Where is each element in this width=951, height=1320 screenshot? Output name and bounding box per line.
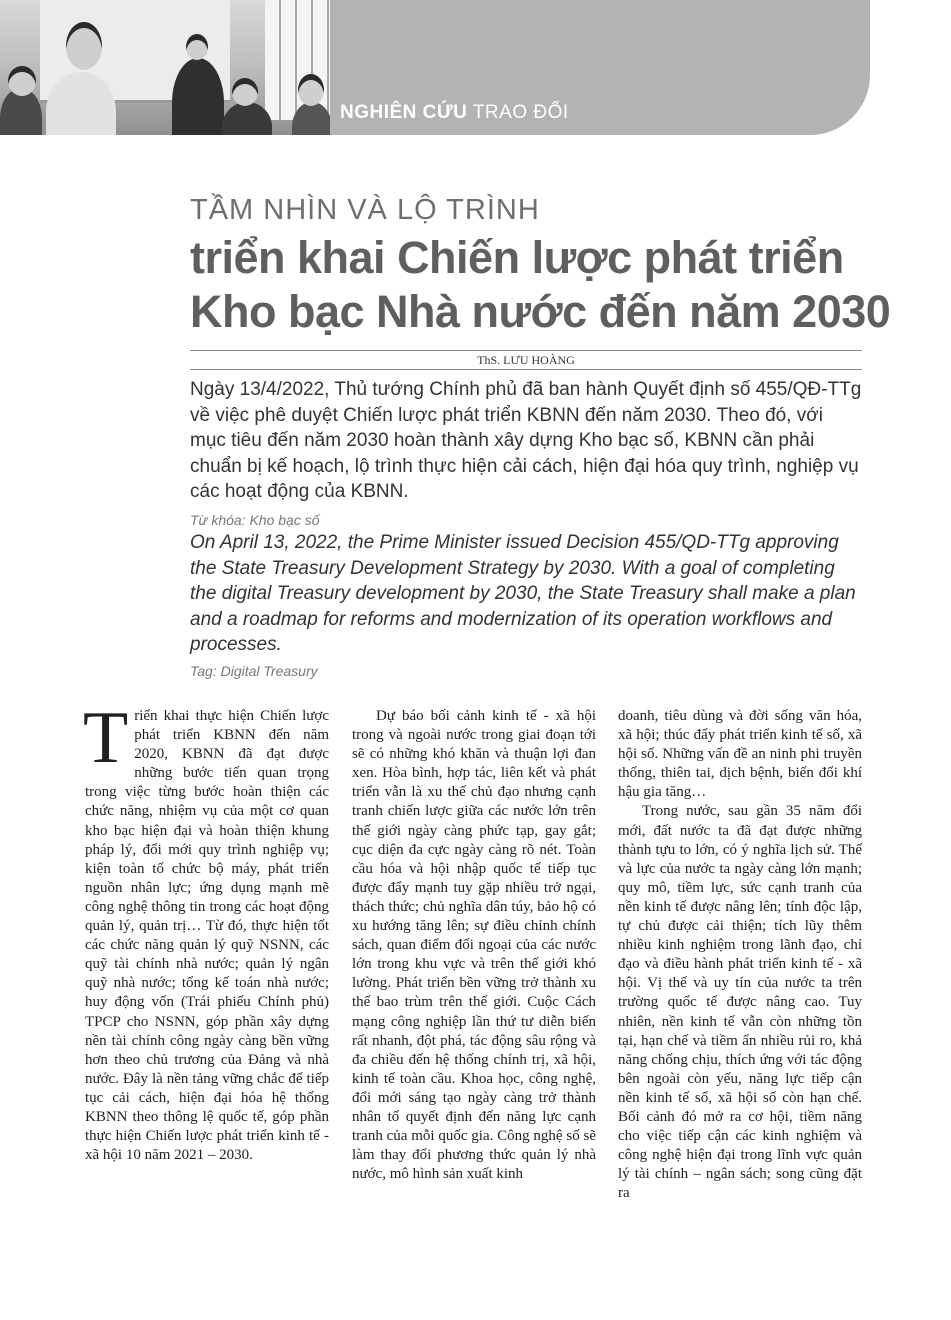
- title-rule-top: [190, 350, 862, 351]
- abstract-vietnamese: Ngày 13/4/2022, Thủ tướng Chính phủ đã ban hành Quyết định số 455/QĐ-TTg về việc phê duyệt Chiến lược phát triển KBNN đến năm 2030. Theo đó, với mục tiêu đến năm 2030 hoàn thành xây dựng Kho bạc số, KBNN cần phải chuẩn bị kế hoạch, lộ trình thực hiện cải cách, hiện đại hóa quy trình, nghiệp vụ các hoạt động của KBNN.: [190, 379, 862, 503]
- keywords-english: Tag: Digital Treasury: [190, 662, 318, 679]
- article-kicker: TẦM NHÌN VÀ LỘ TRÌNH: [190, 194, 540, 226]
- body-paragraph: Trong nước, sau gần 35 năm đổi mới, đất nước ta đã đạt được những thành tựu to lớn, có ý nghĩa lịch sử. Thế và lực của nước ta ngày càng lớn mạnh; quy mô, tiềm lực, sức cạnh tranh của nền kinh tế được nâng lên; tính độc lập, tự chủ được cải thiện; tích lũy thêm nhiều kinh nghiệm trong lãnh đạo, chỉ đạo và điều hành phát triển kinh tế - xã hội. Vị thế và uy tín của nước ta trên trường quốc tế được nâng cao. Tuy nhiên, nền kinh tế vẫn còn những tồn tại, hạn chế và tiềm ẩn nhiều rủi ro, khả năng chống chịu, thích ứng với tác động bên ngoài còn yếu, năng lực tiếp cận nền kinh tế số, xã hội số còn hạn chế. Bối cảnh đó mở ra cơ hội, tiềm năng cho việc tiếp cận các kinh nghiệm và công nghệ hiện đại trong lĩnh vực quản lý tài chính – ngân sách; song cũng đặt ra: [618, 803, 862, 1202]
- person-head: [298, 74, 324, 106]
- body-column-1: [83, 697, 329, 1165]
- window: [265, 0, 330, 120]
- header-photo: [0, 0, 330, 135]
- person-head: [232, 78, 258, 106]
- section-label-rest: TRAO ĐỔI: [472, 102, 569, 123]
- person-head: [8, 66, 36, 96]
- abstract: [190, 377, 862, 680]
- body-paragraph: doanh, tiêu dùng và đời sống văn hóa, xã hội; thúc đẩy phát triển kinh tế số, xã hội số. Những vấn đề an ninh phi truyền thống, thiên tai, dịch bệnh, biến đổi khí hậu gia tăng…: [618, 708, 862, 801]
- person-head: [66, 22, 102, 70]
- person-head: [186, 34, 208, 60]
- section-label-bold: NGHIÊN CỨU: [340, 102, 468, 123]
- body-column-3: [618, 707, 862, 1203]
- keywords-vietnamese: Từ khóa: Kho bạc số: [190, 511, 320, 528]
- author-byline: ThS. LƯU HOÀNG: [477, 353, 575, 367]
- body-column-2: [352, 707, 596, 1184]
- body-paragraph: riển khai thực hiện Chiến lược phát triển KBNN đến năm 2020, KBNN đã đạt được những bước tiến quan trọng trong việc từng bước hoàn thiện các chức năng, nhiệm vụ của một cơ quan kho bạc hiện đại và hoàn thiện khung pháp lý, đổi mới quy trình nghiệp vụ; kiện toàn tổ chức bộ máy, phát triển nguồn nhân lực; ứng dụng mạnh mẽ công nghệ thông tin trong các hoạt động quản lý, quản trị… Từ đó, thực hiện tốt các chức năng quản lý quỹ NSNN, các quỹ tài chính nhà nước; quản lý ngân quỹ nhà nước; tổng kế toán nhà nước; huy động vốn (Trái phiếu Chính phủ) TPCP cho NSNN, góp phần xây dựng nền tài chính công ngày càng bền vững hơn theo chủ trương của Đảng và nhà nước. Đây là nền tảng vững chắc để tiếp tục cải cách, hiện đại hóa hệ thống KBNN theo thông lệ quốc tế, góp phần thực hiện Chiến lược phát triển kinh tế - xã hội 10 năm 2021 – 2030.: [85, 708, 329, 1164]
- drop-cap: T: [83, 697, 129, 779]
- article-title-line-2: Kho bạc Nhà nước đến năm 2030: [190, 286, 891, 337]
- abstract-english: On April 13, 2022, the Prime Minister issued Decision 455/QD-TTg approving the State Treasury Development Strategy by 2030. With a goal of completing the digital Treasury development by 2030, the State Treasury shall make a plan and a roadmap for reforms and modernization of its operation workflows and processes.: [190, 531, 856, 656]
- section-label: [340, 102, 569, 124]
- title-rule-bottom: [190, 369, 862, 370]
- body-paragraph: Dự báo bối cảnh kinh tế - xã hội trong và ngoài nước trong giai đoạn tới sẽ có những khó khăn và thuận lợi đan xen. Hòa bình, hợp tác, liên kết và phát triển vẫn là xu thế chủ đạo nhưng cạnh tranh chiến lược giữa các nước lớn trên thế giới ngày càng phức tạp, gay gắt; cục diện đa cực ngày càng rõ nét. Toàn cầu hóa và hội nhập quốc tế tiếp tục được đẩy mạnh tuy gặp nhiều trở ngại, thách thức; chủ nghĩa dân túy, bảo hộ có xu hướng tăng lên; sự điều chỉnh chính sách, quan điểm đối ngoại của các nước lớn trong khu vực và trên thế giới khó lường. Phát triển bền vững trở thành xu thế bao trùm trên thế giới. Cuộc Cách mạng công nghiệp lần thứ tư diễn biến rất nhanh, đột phá, tác động sâu rộng và đa chiều đến hệ thống chính trị, xã hội, kinh tế toàn cầu. Khoa học, công nghệ, đổi mới sáng tạo ngày càng trở thành nhân tố quyết định đến năng lực cạnh tranh của mỗi quốc gia. Công nghệ số sẽ làm thay đổi phương thức quản lý nhà nước, mô hình sản xuất kinh: [352, 708, 596, 1183]
- article-title-line-1: triển khai Chiến lược phát triển: [190, 232, 844, 283]
